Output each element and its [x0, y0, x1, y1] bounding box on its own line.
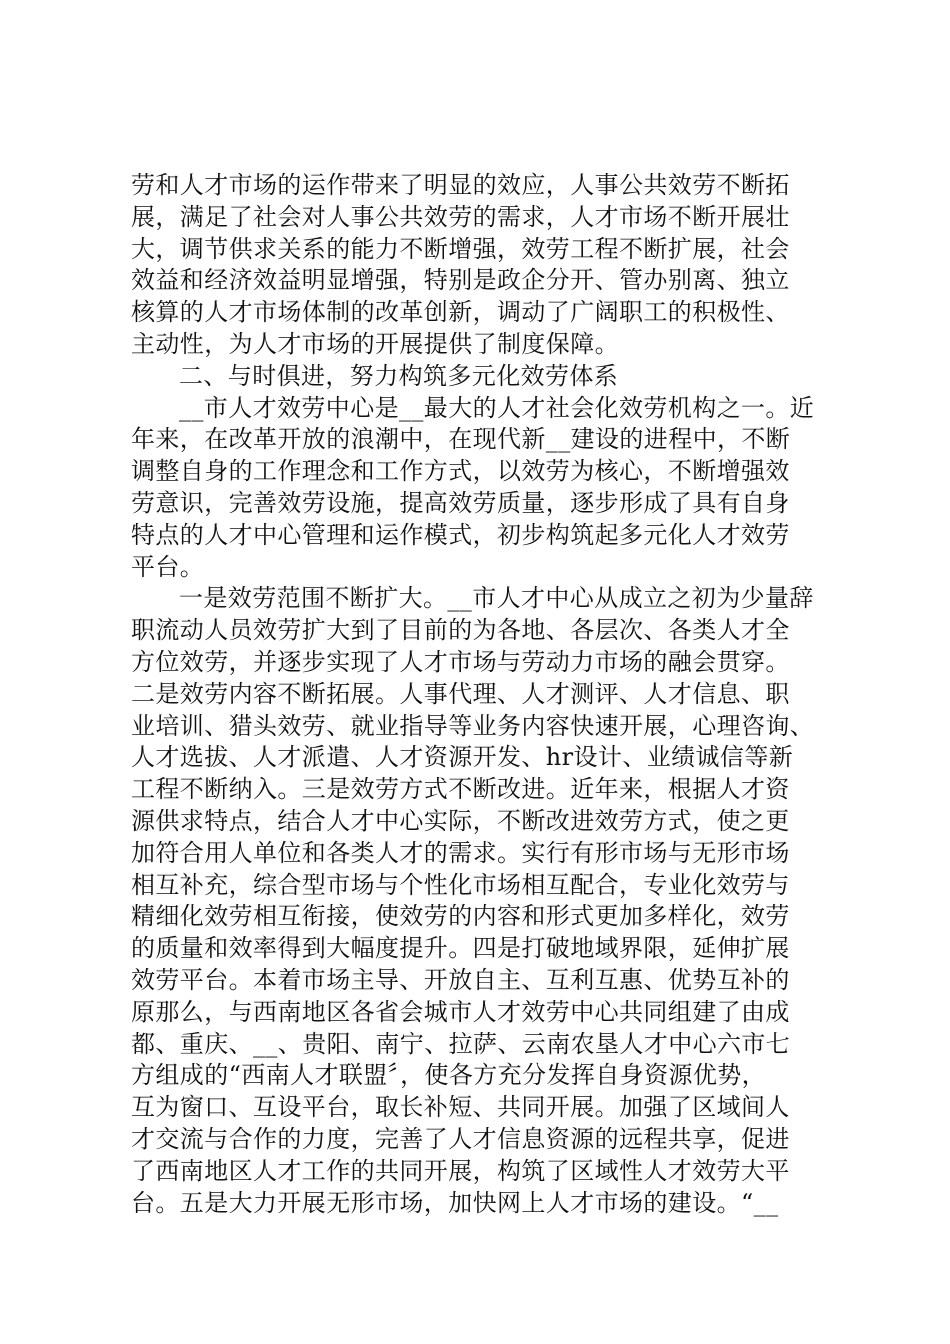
text-line: 方位效劳，并逐步实现了人才市场与劳动力市场的融会贯穿。: [131, 647, 790, 676]
text-line: 工程不断纳入。三是效劳方式不断改进。近年来，根据人才资: [131, 775, 790, 804]
text-line: 职流动人员效劳扩大到了目前的为各地、各层次、各类人才全: [131, 616, 790, 645]
text-line: 主动性，为人才市场的开展提供了制度保障。: [131, 329, 619, 358]
text-line: 大，调节供求关系的能力不断增强，效劳工程不断扩展，社会: [131, 234, 790, 263]
text-line: 台。五是大力开展无形市场，加快网上人才市场的建设。“__: [131, 1188, 779, 1217]
text-line: 特点的人才中心管理和运作模式，初步构筑起多元化人才效劳: [131, 520, 790, 549]
text-line: 效劳平台。本着市场主导、开放自主、互利互惠、优势互补的: [131, 965, 790, 994]
text-line: 原那么，与西南地区各省会城市人才效劳中心共同组建了由成: [131, 997, 790, 1026]
document-body: [131, 170, 831, 1219]
text-line: 人才选拔、人才派遣、人才资源开发、hr设计、业绩诚信等新: [131, 743, 794, 772]
text-line: 劳和人才市场的运作带来了明显的效应，人事公共效劳不断拓: [131, 171, 790, 199]
text-line: 加符合用人单位和各类人才的需求。实行有形市场与无形市场: [131, 838, 790, 867]
text-line: 才交流与合作的力度，完善了人才信息资源的远程共享，促进: [131, 1124, 790, 1153]
text-line: 展，满足了社会对人事公共效劳的需求，人才市场不断开展壮: [131, 202, 790, 231]
text-line: 核算的人才市场体制的改革创新，调动了广阔职工的积极性、: [131, 298, 790, 327]
text-line: 都、重庆、__、贵阳、南宁、拉萨、云南农垦人才中心六市七: [131, 1029, 791, 1058]
text-line: __市人才效劳中心是__最大的人才社会化效劳机构之一。近: [179, 393, 815, 422]
text-line: 互为窗口、互设平台，取长补短、共同开展。加强了区域间人: [131, 1093, 790, 1122]
text-line: 劳意识，完善效劳设施，提高效劳质量，逐步形成了具有自身: [131, 488, 790, 517]
text-line: 精细化效劳相互衔接，使效劳的内容和形式更加多样化，效劳: [131, 902, 790, 931]
text-line: 一是效劳范围不断扩大。__市人才中心从成立之初为少量辞: [179, 584, 814, 613]
text-line: 二、与时俱进，努力构筑多元化效劳体系: [179, 361, 619, 390]
text-line: 效益和经济效益明显增强，特别是政企分开、管办别离、独立: [131, 266, 790, 295]
text-line: 年来，在改革开放的浪潮中，在现代新__建设的进程中，不断: [131, 425, 791, 454]
text-line: 调整自身的工作理念和工作方式，以效劳为核心，不断增强效: [131, 457, 790, 486]
text-line: 二是效劳内容不断拓展。人事代理、人才测评、人才信息、职: [131, 679, 790, 708]
text-line: 源供求特点，结合人才中心实际，不断改进效劳方式，使之更: [131, 806, 790, 835]
text-line: 平台。: [131, 552, 205, 581]
text-line: 业培训、猎头效劳、就业指导等业务内容快速开展，心理咨询、: [131, 711, 815, 740]
text-line: 方组成的“西南人才联盟〞，使各方充分发挥自身资源优势，: [131, 1061, 767, 1090]
text-line: 的质量和效率得到大幅度提升。四是打破地域界限，延伸扩展: [131, 934, 790, 963]
text-line: 相互补充，综合型市场与个性化市场相互配合，专业化效劳与: [131, 870, 790, 899]
text-line: 了西南地区人才工作的共同开展，构筑了区域性人才效劳大平: [131, 1156, 790, 1185]
